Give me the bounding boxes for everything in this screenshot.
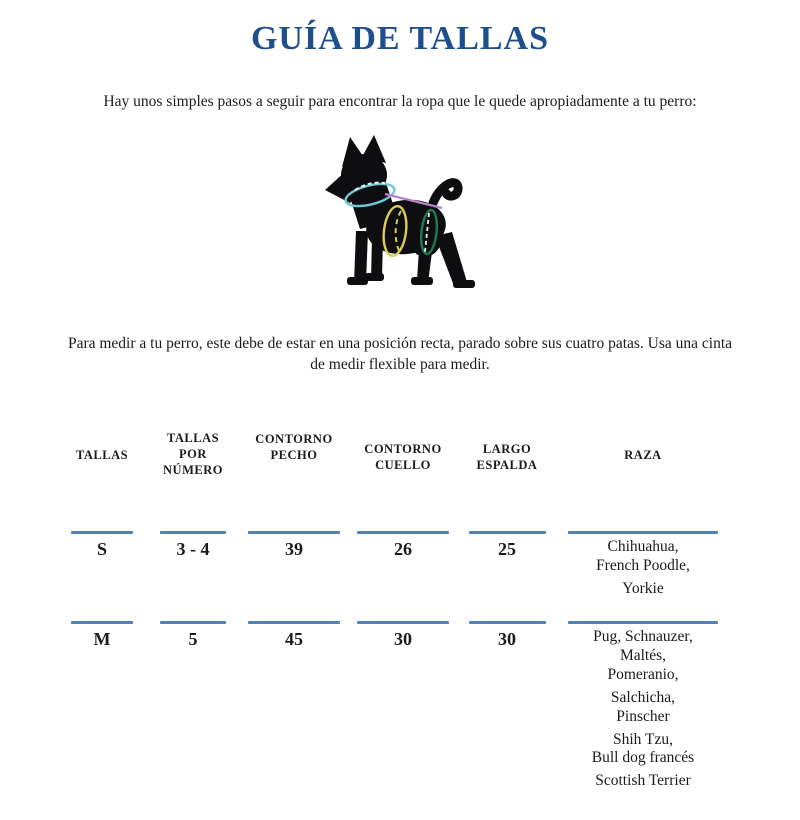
raza-item: Scottish Terrier bbox=[595, 772, 691, 790]
column-header-tallas-por-numero: TALLAS POR NÚMERO bbox=[163, 430, 223, 477]
cuello-cell bbox=[349, 531, 457, 621]
raza-item: Chihuahua, bbox=[607, 537, 679, 555]
table-rule bbox=[160, 621, 226, 624]
size-table bbox=[0, 430, 800, 791]
raza-item: Yorkie bbox=[622, 579, 664, 597]
talla-value: S bbox=[96, 538, 107, 559]
table-rule bbox=[71, 531, 133, 534]
talla-cell bbox=[57, 621, 147, 791]
raza-item: French Poodle, bbox=[596, 556, 690, 574]
pecho-cell bbox=[239, 621, 349, 791]
talla-cell bbox=[57, 531, 147, 621]
size-row-m bbox=[57, 621, 800, 791]
size-guide-page bbox=[0, 20, 800, 791]
raza-item: Maltés, bbox=[619, 646, 667, 664]
espalda-value: 25 bbox=[498, 538, 516, 559]
raza-item: Salchicha, bbox=[610, 688, 676, 706]
raza-item: Pug, Schnauzer, bbox=[593, 627, 693, 645]
dog-front-paw bbox=[347, 277, 368, 285]
column-header-tallas: TALLAS bbox=[75, 447, 129, 462]
cuello-cell bbox=[349, 621, 457, 791]
table-rule bbox=[357, 621, 449, 624]
table-rule bbox=[568, 531, 718, 534]
raza-cell bbox=[557, 531, 729, 621]
raza-item: Shih Tzu, bbox=[613, 730, 673, 748]
table-rule bbox=[469, 621, 546, 624]
espalda-cell bbox=[457, 621, 557, 791]
table-header-row bbox=[57, 430, 800, 488]
talla-value: M bbox=[93, 628, 111, 649]
dog-rear-paw bbox=[411, 277, 433, 285]
table-rule bbox=[248, 621, 340, 624]
pecho-value: 45 bbox=[285, 628, 303, 649]
dog-rear-paw-far bbox=[453, 280, 475, 288]
espalda-cell bbox=[457, 531, 557, 621]
cuello-value: 26 bbox=[394, 538, 412, 559]
raza-list bbox=[557, 538, 729, 599]
column-header-largo-espalda: LARGO ESPALDA bbox=[476, 441, 538, 472]
numero-cell bbox=[147, 531, 239, 621]
size-row-s bbox=[57, 531, 800, 621]
numero-value: 3 - 4 bbox=[176, 538, 210, 559]
column-header-contorno-pecho: CONTORNO PECHO bbox=[255, 431, 333, 462]
raza-cell bbox=[557, 621, 729, 791]
espalda-value: 30 bbox=[498, 628, 516, 649]
raza-item: Pomeranio, bbox=[607, 665, 679, 683]
raza-item: Pinscher bbox=[616, 707, 670, 725]
raza-item: Bull dog francés bbox=[591, 749, 695, 767]
pecho-value: 39 bbox=[285, 538, 303, 559]
numero-cell bbox=[147, 621, 239, 791]
table-rule bbox=[568, 621, 718, 624]
table-rule bbox=[71, 621, 133, 624]
intro-text: Hay unos simples pasos a seguir para encontrar la ropa que le quede apropiadamente a tu perro: bbox=[103, 93, 697, 110]
table-rule bbox=[469, 531, 546, 534]
raza-list bbox=[557, 628, 729, 791]
numero-value: 5 bbox=[188, 628, 198, 649]
page-title: GUÍA DE TALLAS bbox=[250, 20, 550, 57]
table-rule bbox=[248, 531, 340, 534]
table-rule bbox=[160, 531, 226, 534]
cuello-value: 30 bbox=[394, 628, 412, 649]
pecho-cell bbox=[239, 531, 349, 621]
dog-front-paw-2 bbox=[365, 273, 384, 281]
dog-measurement-diagram bbox=[320, 133, 480, 323]
table-rule bbox=[357, 531, 449, 534]
dog-rear-leg-far bbox=[435, 232, 467, 286]
measuring-instructions: Para medir a tu perro, este debe de estar en una posición recta, parado sobre sus cuatro patas. Usa una cinta de medir flexible para medir. bbox=[67, 335, 733, 374]
dog-tail bbox=[433, 183, 458, 203]
column-header-raza: RAZA bbox=[624, 447, 662, 462]
column-header-contorno-cuello: CONTORNO CUELLO bbox=[364, 441, 442, 472]
